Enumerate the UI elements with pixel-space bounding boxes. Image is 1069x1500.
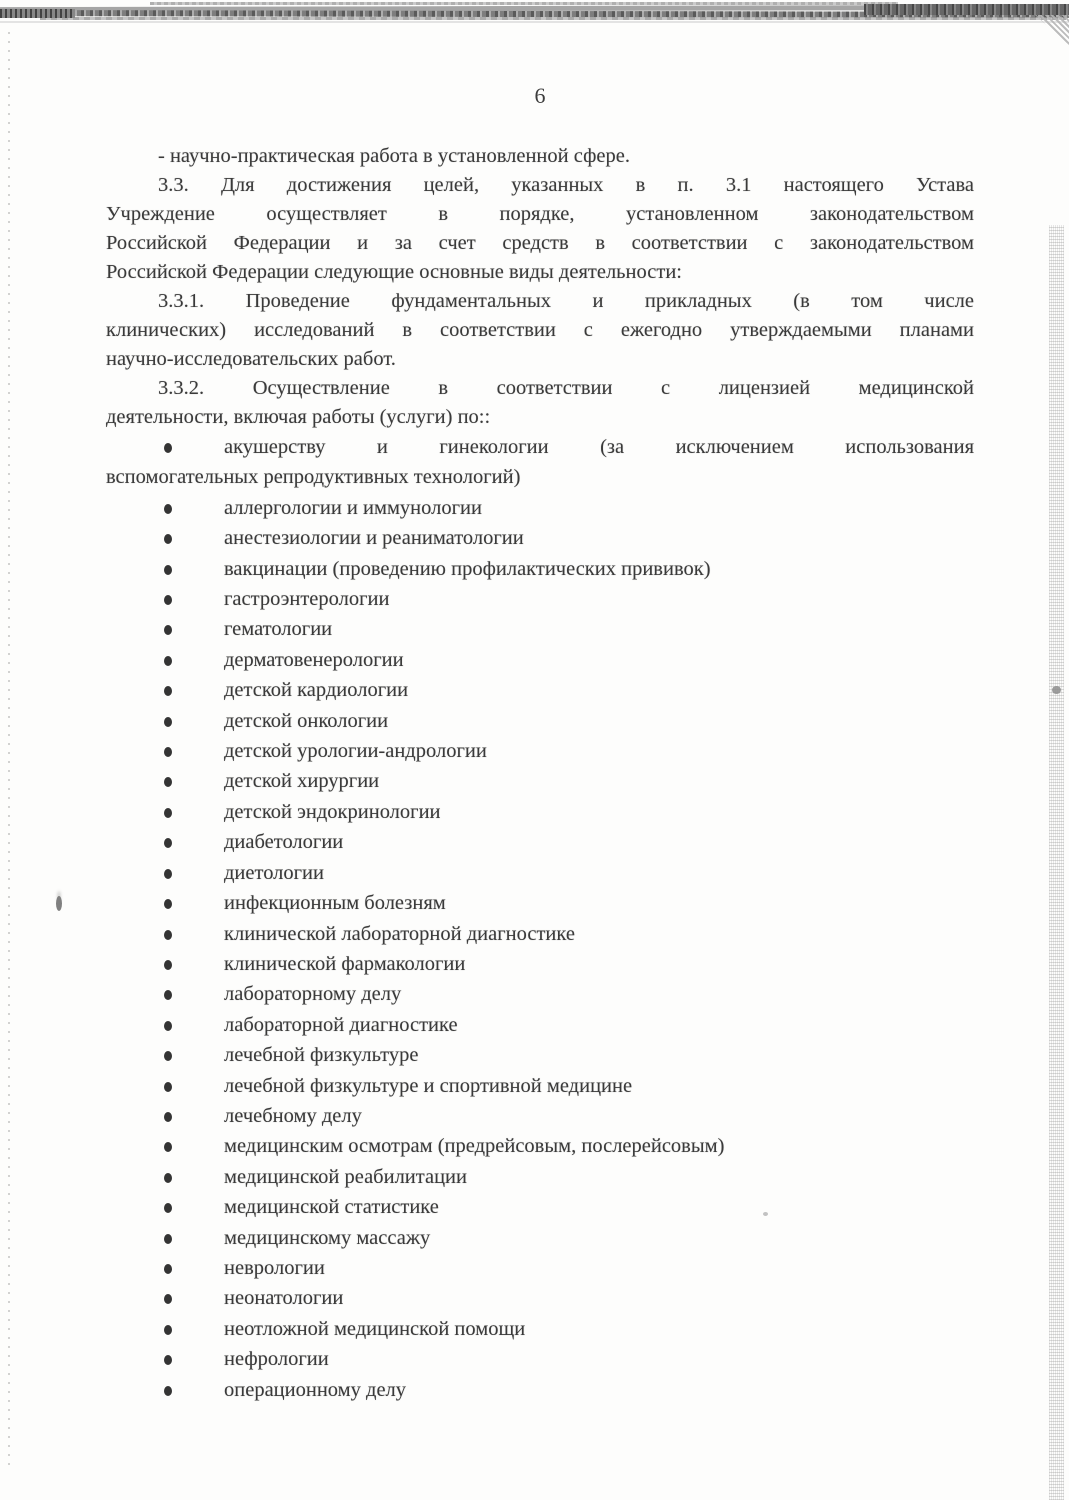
scan-noise-right-edge <box>1049 225 1064 1500</box>
list-item-line: акушерству и гинекологии (за исключением использования <box>224 436 974 458</box>
list-item <box>106 919 974 949</box>
scan-noise-top-edge <box>0 0 1069 42</box>
list-item-line: вакцинации (проведению профилактических прививок) <box>224 557 711 580</box>
list-item <box>106 1071 974 1101</box>
text-line: 3.3.1. Проведение фундаментальных и прикладных (в том числе <box>158 290 974 312</box>
list-item-line: диабетологии <box>224 831 344 854</box>
list-item-line: неврологии <box>224 1256 325 1279</box>
list-item-line: неотложной медицинской помощи <box>224 1317 526 1340</box>
text-line: деятельности, включая работы (услуги) по:: <box>106 406 491 428</box>
list-item-line: детской эндокринологии <box>224 800 441 823</box>
list-item <box>106 706 974 736</box>
text-line: - научно-практическая работа в установленной сфере. <box>158 145 630 167</box>
list-item <box>106 949 974 979</box>
bullet-icon <box>164 747 172 757</box>
scan-noise-left-edge <box>8 32 10 1472</box>
list-item-line: лечебному делу <box>224 1104 362 1127</box>
bullet-icon <box>164 1234 172 1244</box>
list-item-line: лабораторному делу <box>224 983 402 1006</box>
page-number: 6 <box>534 83 546 108</box>
scan-artifact <box>0 9 75 18</box>
bullet-icon <box>164 869 172 879</box>
bullet-icon <box>164 808 172 818</box>
list-item <box>106 1010 974 1040</box>
bullet-icon <box>164 443 172 453</box>
list-item <box>106 1192 974 1222</box>
list-item <box>106 1253 974 1283</box>
list-item <box>106 675 974 705</box>
paragraph <box>106 142 974 171</box>
bullet-icon <box>164 1264 172 1274</box>
list-item-line: клинической фармакологии <box>224 952 466 975</box>
body-paragraphs <box>106 142 974 432</box>
list-item <box>106 1344 974 1374</box>
list-item-line: клинической лабораторной диагностике <box>224 922 575 945</box>
bullet-icon <box>164 565 172 575</box>
list-item <box>106 736 974 766</box>
list-item-line: диетологии <box>224 861 324 884</box>
list-item-line: анестезиологии и реаниматологии <box>224 527 524 550</box>
list-item <box>106 1375 974 1405</box>
ink-speck <box>56 896 62 911</box>
list-item-line: нефрологии <box>224 1348 329 1371</box>
bullet-icon <box>164 1173 172 1183</box>
scan-artifact <box>0 21 1069 23</box>
list-item-line: медицинским осмотрам (предрейсовым, послерейсовым) <box>224 1135 725 1158</box>
bullet-icon <box>164 1325 172 1335</box>
bullet-icon <box>164 656 172 666</box>
list-item-line: лечебной физкультуре <box>224 1044 419 1067</box>
text-line: Российской Федерации следующие основные виды деятельности: <box>106 261 682 283</box>
list-item-line: неонатологии <box>224 1287 344 1310</box>
list-item <box>106 1101 974 1131</box>
list-item-line: медицинской реабилитации <box>224 1165 467 1188</box>
text-line: клинических) исследований в соответствии с ежегодно утверждаемыми планами <box>106 319 974 341</box>
list-item-line: детской кардиологии <box>224 679 409 702</box>
bullet-icon <box>164 960 172 970</box>
list-item <box>106 1223 974 1253</box>
list-item <box>106 1162 974 1192</box>
bullet-icon <box>164 595 172 605</box>
scan-artifact <box>864 4 1069 15</box>
list-item-line: вспомогательных репродуктивных технологий) <box>106 466 521 489</box>
text-line: Российской Федерации и за счет средств в соответствии с законодательством <box>106 232 974 254</box>
paragraph <box>106 374 974 432</box>
bullet-icon <box>164 1021 172 1031</box>
bullet-icon <box>164 717 172 727</box>
paragraph <box>106 287 974 374</box>
paragraph <box>106 171 974 287</box>
text-line: Учреждение осуществляет в порядке, установленном законодательством <box>106 203 974 225</box>
text-line: 3.3. Для достижения целей, указанных в п. 3.1 настоящего Устава <box>158 174 974 196</box>
list-item <box>106 1314 974 1344</box>
list-item-line: детской урологии-андрологии <box>224 740 487 763</box>
text-line: 3.3.2. Осуществление в соответствии с лицензией медицинской <box>158 377 974 399</box>
list-item-line: дерматовенерологии <box>224 648 404 671</box>
list-item <box>106 645 974 675</box>
ink-speck <box>1052 686 1061 694</box>
bullet-icon <box>164 930 172 940</box>
document-body <box>106 142 974 1405</box>
list-item-line: детской онкологии <box>224 709 389 732</box>
list-item <box>106 614 974 644</box>
list-item-line: детской хирургии <box>224 770 380 793</box>
list-item-line: гастроэнтерологии <box>224 588 390 611</box>
text-line: научно-исследовательских работ. <box>106 348 396 370</box>
list-item <box>106 584 974 614</box>
bullet-icon <box>164 1082 172 1092</box>
list-item-line: медицинскому массажу <box>224 1226 431 1249</box>
scan-artifact <box>40 17 1066 20</box>
bullet-icon <box>164 504 172 514</box>
list-item <box>106 432 974 493</box>
list-item <box>106 888 974 918</box>
list-item-line: лечебной физкультуре и спортивной медицине <box>224 1074 633 1097</box>
list-item <box>106 766 974 796</box>
medical-services-list <box>106 432 974 1405</box>
list-item-line: операционному делу <box>224 1378 407 1401</box>
list-item-line: гематологии <box>224 618 333 641</box>
list-item <box>106 858 974 888</box>
bullet-icon <box>164 1112 172 1122</box>
list-item-line: медицинской статистике <box>224 1196 439 1219</box>
list-item-line: лабораторной диагностике <box>224 1013 458 1036</box>
list-item <box>106 979 974 1009</box>
list-item <box>106 1131 974 1161</box>
list-item <box>106 1040 974 1070</box>
bullet-icon <box>164 1386 172 1396</box>
list-item <box>106 493 974 523</box>
list-item <box>106 827 974 857</box>
list-item <box>106 554 974 584</box>
list-item <box>106 797 974 827</box>
list-item <box>106 523 974 553</box>
list-item-line: аллергологии и иммунологии <box>224 496 482 519</box>
list-item-line: инфекционным болезням <box>224 892 446 915</box>
list-item <box>106 1283 974 1313</box>
